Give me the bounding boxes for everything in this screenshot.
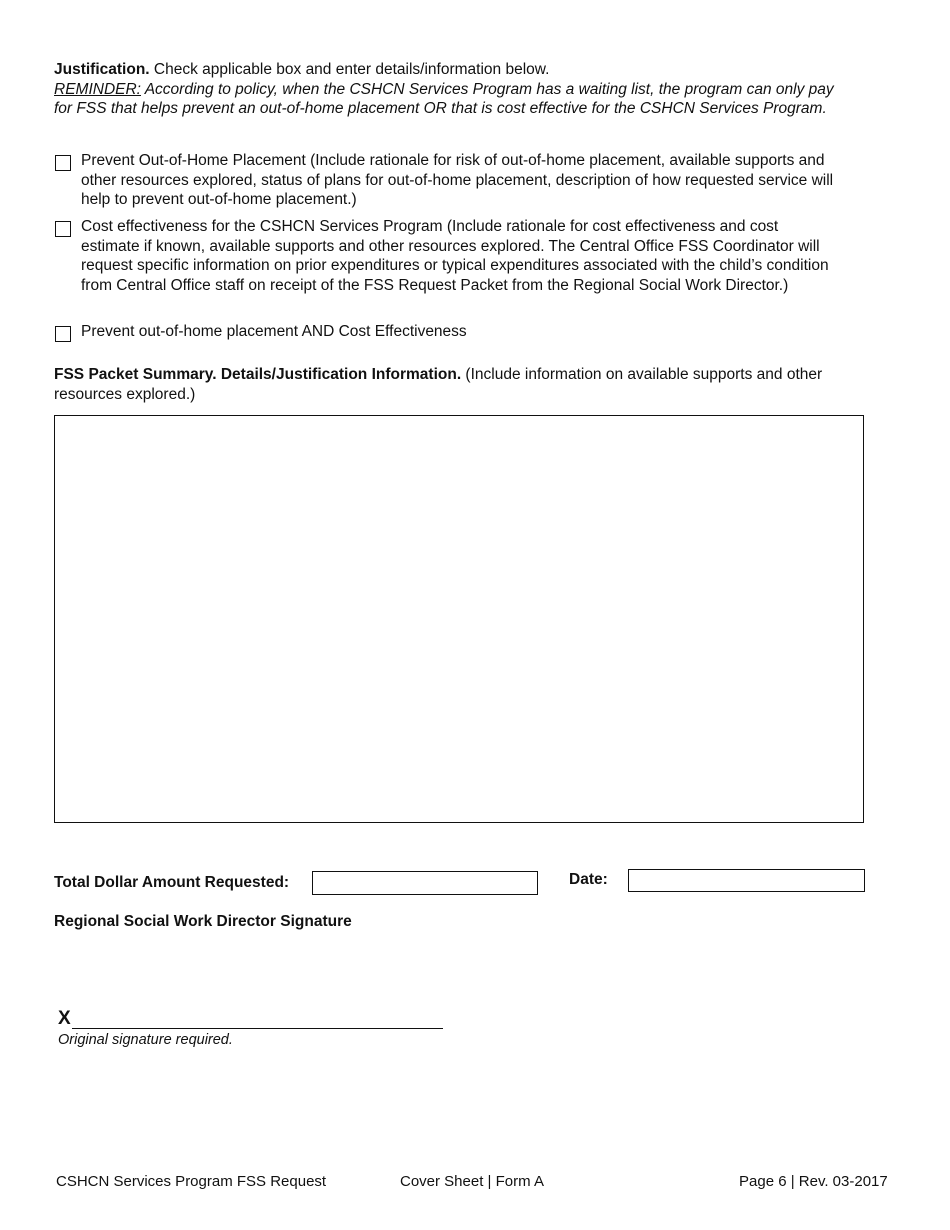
date-label: Date:: [569, 871, 608, 888]
summary-textarea[interactable]: [54, 415, 864, 823]
reminder-paragraph: [54, 80, 854, 119]
signature-line[interactable]: [72, 1028, 443, 1029]
amount-input[interactable]: [312, 871, 538, 895]
reminder-text: According to policy, when the CSHCN Services Program has a waiting list, the program can only pay for FSS that helps prevent an out-of-home placement OR that is cost effective for the CSHCN Services Program.: [54, 80, 834, 117]
option-out-of-home-label: Prevent Out-of-Home Placement (Include rationale for risk of out-of-home placement, available supports and other resources explored, status of plans for out-of-home placement, description of how requested service will help to prevent out-of-home placement.): [81, 152, 834, 208]
signature-note: Original signature required.: [58, 1032, 233, 1048]
option-out-of-home-checkbox[interactable]: [55, 155, 71, 171]
option-cost-effectiveness-checkbox[interactable]: [55, 221, 71, 237]
date-input[interactable]: [628, 869, 865, 892]
footer-page: Page 6 | Rev. 03-2017: [739, 1173, 888, 1190]
summary-note: (Include information on available supports and other resources explored.): [54, 366, 823, 403]
option-cost-effectiveness-label: Cost effectiveness for the CSHCN Services Program (Include rationale for cost effectiveness and cost estimate if known, available supports and other resources explored. The Central Office FSS Coordinator will request specific information on prior expenditures or typical expenditures associated with the child’s condition from Central Office staff on receipt of the FSS Request Packet from the Regional Social Work Director.): [81, 218, 829, 294]
justification-section: [54, 60, 854, 119]
reminder-label: REMINDER:: [54, 80, 141, 98]
summary-heading: FSS Packet Summary. Details/Justification Information.: [54, 366, 462, 383]
footer-form: Cover Sheet | Form A: [400, 1173, 544, 1190]
option-both-checkbox[interactable]: [55, 326, 71, 342]
option-both-label: Prevent out-of-home placement AND Cost Effectiveness: [81, 323, 467, 340]
justification-instruction: Check applicable box and enter details/information below.: [149, 61, 550, 78]
justification-line: [54, 60, 854, 80]
justification-heading: Justification.: [54, 61, 150, 78]
summary-heading-block: [54, 365, 869, 404]
signature-heading: Regional Social Work Director Signature: [54, 913, 352, 930]
footer-program: CSHCN Services Program FSS Request: [56, 1173, 327, 1190]
signature-x-mark: X: [58, 1008, 71, 1029]
amount-label: Total Dollar Amount Requested:: [54, 874, 290, 891]
